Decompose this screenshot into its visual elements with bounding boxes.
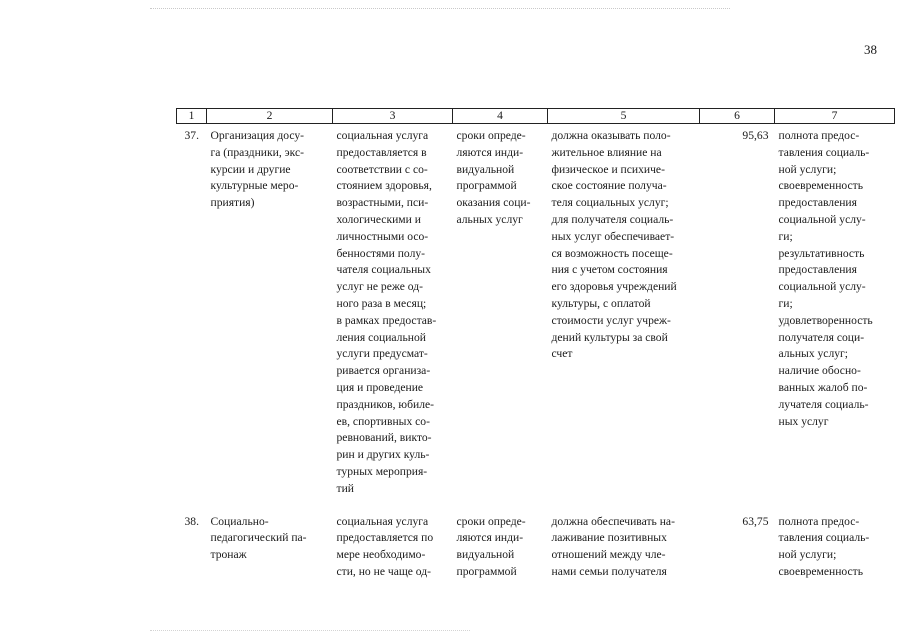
header-col-7: 7 xyxy=(775,109,895,124)
text-line: тий xyxy=(336,481,354,495)
text-line: дений культуры за свой xyxy=(551,330,668,344)
service-standard xyxy=(548,498,700,581)
row-number: 37. xyxy=(184,129,199,142)
text-line: культурные меро- xyxy=(210,179,299,193)
text-line: предоставления xyxy=(778,263,857,277)
text-line: тронаж xyxy=(210,548,247,562)
text-line: его здоровья учреждений xyxy=(551,280,677,294)
text-line: получателя соци- xyxy=(778,330,865,344)
text-line: сти, но не чаще од- xyxy=(336,564,432,578)
text-line: видуальной xyxy=(456,548,515,562)
text-line: тавления социаль- xyxy=(778,145,870,159)
text-line: ги; xyxy=(778,229,793,243)
text-line: видуальной xyxy=(456,162,515,176)
text-line: ной услуги; xyxy=(778,548,837,562)
text-line: программой xyxy=(456,564,517,578)
text-line: ных услуг xyxy=(778,414,829,428)
text-line: социальной услу- xyxy=(778,212,866,226)
text-line: лучателя социаль- xyxy=(778,397,869,411)
text-line: ляются инди- xyxy=(456,531,524,545)
text-line: результативность xyxy=(778,246,865,260)
text-line: стоянием здоровья, xyxy=(336,179,432,193)
text-line: личностными осо- xyxy=(336,229,429,243)
text-line: ния с учетом состояния xyxy=(551,263,668,277)
text-line: Социально- xyxy=(210,514,269,528)
text-line: педагогический па- xyxy=(210,531,307,545)
service-standard xyxy=(548,124,700,498)
table-row xyxy=(177,124,895,498)
service-name xyxy=(207,498,333,581)
text-line: бенностями полу- xyxy=(336,246,426,260)
text-line: ев, спортивных со- xyxy=(336,414,430,428)
service-description xyxy=(333,124,453,498)
text-line: ного раза в месяц; xyxy=(336,296,427,310)
text-line: социальной услу- xyxy=(778,280,866,294)
service-terms xyxy=(453,498,548,581)
text-line: приятия) xyxy=(210,196,255,210)
header-col-3: 3 xyxy=(333,109,453,124)
text-line: хологическими и xyxy=(336,212,421,226)
text-line: сроки опреде- xyxy=(456,129,526,142)
text-line: лаживание позитивных xyxy=(551,531,667,545)
page-number: 38 xyxy=(864,42,877,57)
text-line: курсии и другие xyxy=(210,162,291,176)
services-table xyxy=(176,108,895,581)
text-line: сроки опреде- xyxy=(456,514,526,528)
text-line: ги; xyxy=(778,296,793,310)
text-line: своевременность xyxy=(778,179,864,193)
text-line: предоставляется в xyxy=(336,145,427,159)
text-line: ское состояние получа- xyxy=(551,179,667,193)
text-line: услуги предусмат- xyxy=(336,347,428,361)
text-line: альных услуг; xyxy=(778,347,849,361)
scan-artifact-top xyxy=(150,8,730,11)
header-col-2: 2 xyxy=(207,109,333,124)
text-line: полнота предос- xyxy=(778,514,860,528)
text-line: должна оказывать поло- xyxy=(551,129,671,142)
text-line: турных мероприя- xyxy=(336,464,428,478)
text-line: программой xyxy=(456,179,517,193)
text-line: услуг не реже од- xyxy=(336,280,423,294)
text-line: альных услуг xyxy=(456,212,523,226)
text-line: ся возможность посеще- xyxy=(551,246,673,260)
text-line: стоимости услуг учреж- xyxy=(551,313,671,327)
text-line: мере необходимо- xyxy=(336,548,426,562)
table-header-row xyxy=(177,109,895,124)
text-line: ляются инди- xyxy=(456,145,524,159)
text-line: нами семьи получателя xyxy=(551,564,667,578)
text-line: удовлетворенность xyxy=(778,313,873,327)
quality-indicators xyxy=(775,498,895,581)
text-line: ревнований, викто- xyxy=(336,431,432,445)
header-col-5: 5 xyxy=(548,109,700,124)
quality-indicators xyxy=(775,124,895,498)
service-cost: 95,63 xyxy=(742,129,769,142)
text-line: возрастными, пси- xyxy=(336,196,429,210)
service-terms xyxy=(453,124,548,498)
header-col-1: 1 xyxy=(177,109,207,124)
text-line: должна обеспечивать на- xyxy=(551,514,675,528)
text-line: социальная услуга xyxy=(336,129,429,142)
service-description xyxy=(333,498,453,581)
text-line: ривается организа- xyxy=(336,364,431,378)
text-line: ных услуг обеспечивает- xyxy=(551,229,675,243)
text-line: Организация досу- xyxy=(210,129,304,142)
text-line: предоставляется по xyxy=(336,531,434,545)
text-line: счет xyxy=(551,347,573,361)
text-line: ванных жалоб по- xyxy=(778,380,868,394)
text-line: праздников, юбиле- xyxy=(336,397,434,411)
text-line: физическое и психиче- xyxy=(551,162,665,176)
text-line: отношений между чле- xyxy=(551,548,666,562)
text-line: социальная услуга xyxy=(336,514,429,528)
text-line: полнота предос- xyxy=(778,129,860,142)
text-line: теля социальных услуг; xyxy=(551,196,669,210)
text-line: ция и проведение xyxy=(336,380,424,394)
text-line: предоставления xyxy=(778,196,857,210)
service-cost: 63,75 xyxy=(742,514,769,528)
text-line: наличие обосно- xyxy=(778,364,861,378)
header-col-4: 4 xyxy=(453,109,548,124)
text-line: культуры, с оплатой xyxy=(551,296,651,310)
scan-artifact-bottom xyxy=(150,630,470,633)
text-line: для получателя социаль- xyxy=(551,212,674,226)
text-line: чателя социальных xyxy=(336,263,431,277)
text-line: в рамках предостав- xyxy=(336,313,437,327)
text-line: тавления социаль- xyxy=(778,531,870,545)
text-line: оказания соци- xyxy=(456,196,531,210)
text-line: рин и других куль- xyxy=(336,448,430,462)
text-line: соответствии с со- xyxy=(336,162,428,176)
text-line: жительное влияние на xyxy=(551,145,662,159)
header-col-6: 6 xyxy=(700,109,775,124)
text-line: ления социальной xyxy=(336,330,426,344)
text-line: га (праздники, экс- xyxy=(210,145,304,159)
table-row xyxy=(177,498,895,581)
service-name xyxy=(207,124,333,498)
row-number: 38. xyxy=(184,514,199,528)
text-line: ной услуги; xyxy=(778,162,837,176)
text-line: своевременность xyxy=(778,564,864,578)
